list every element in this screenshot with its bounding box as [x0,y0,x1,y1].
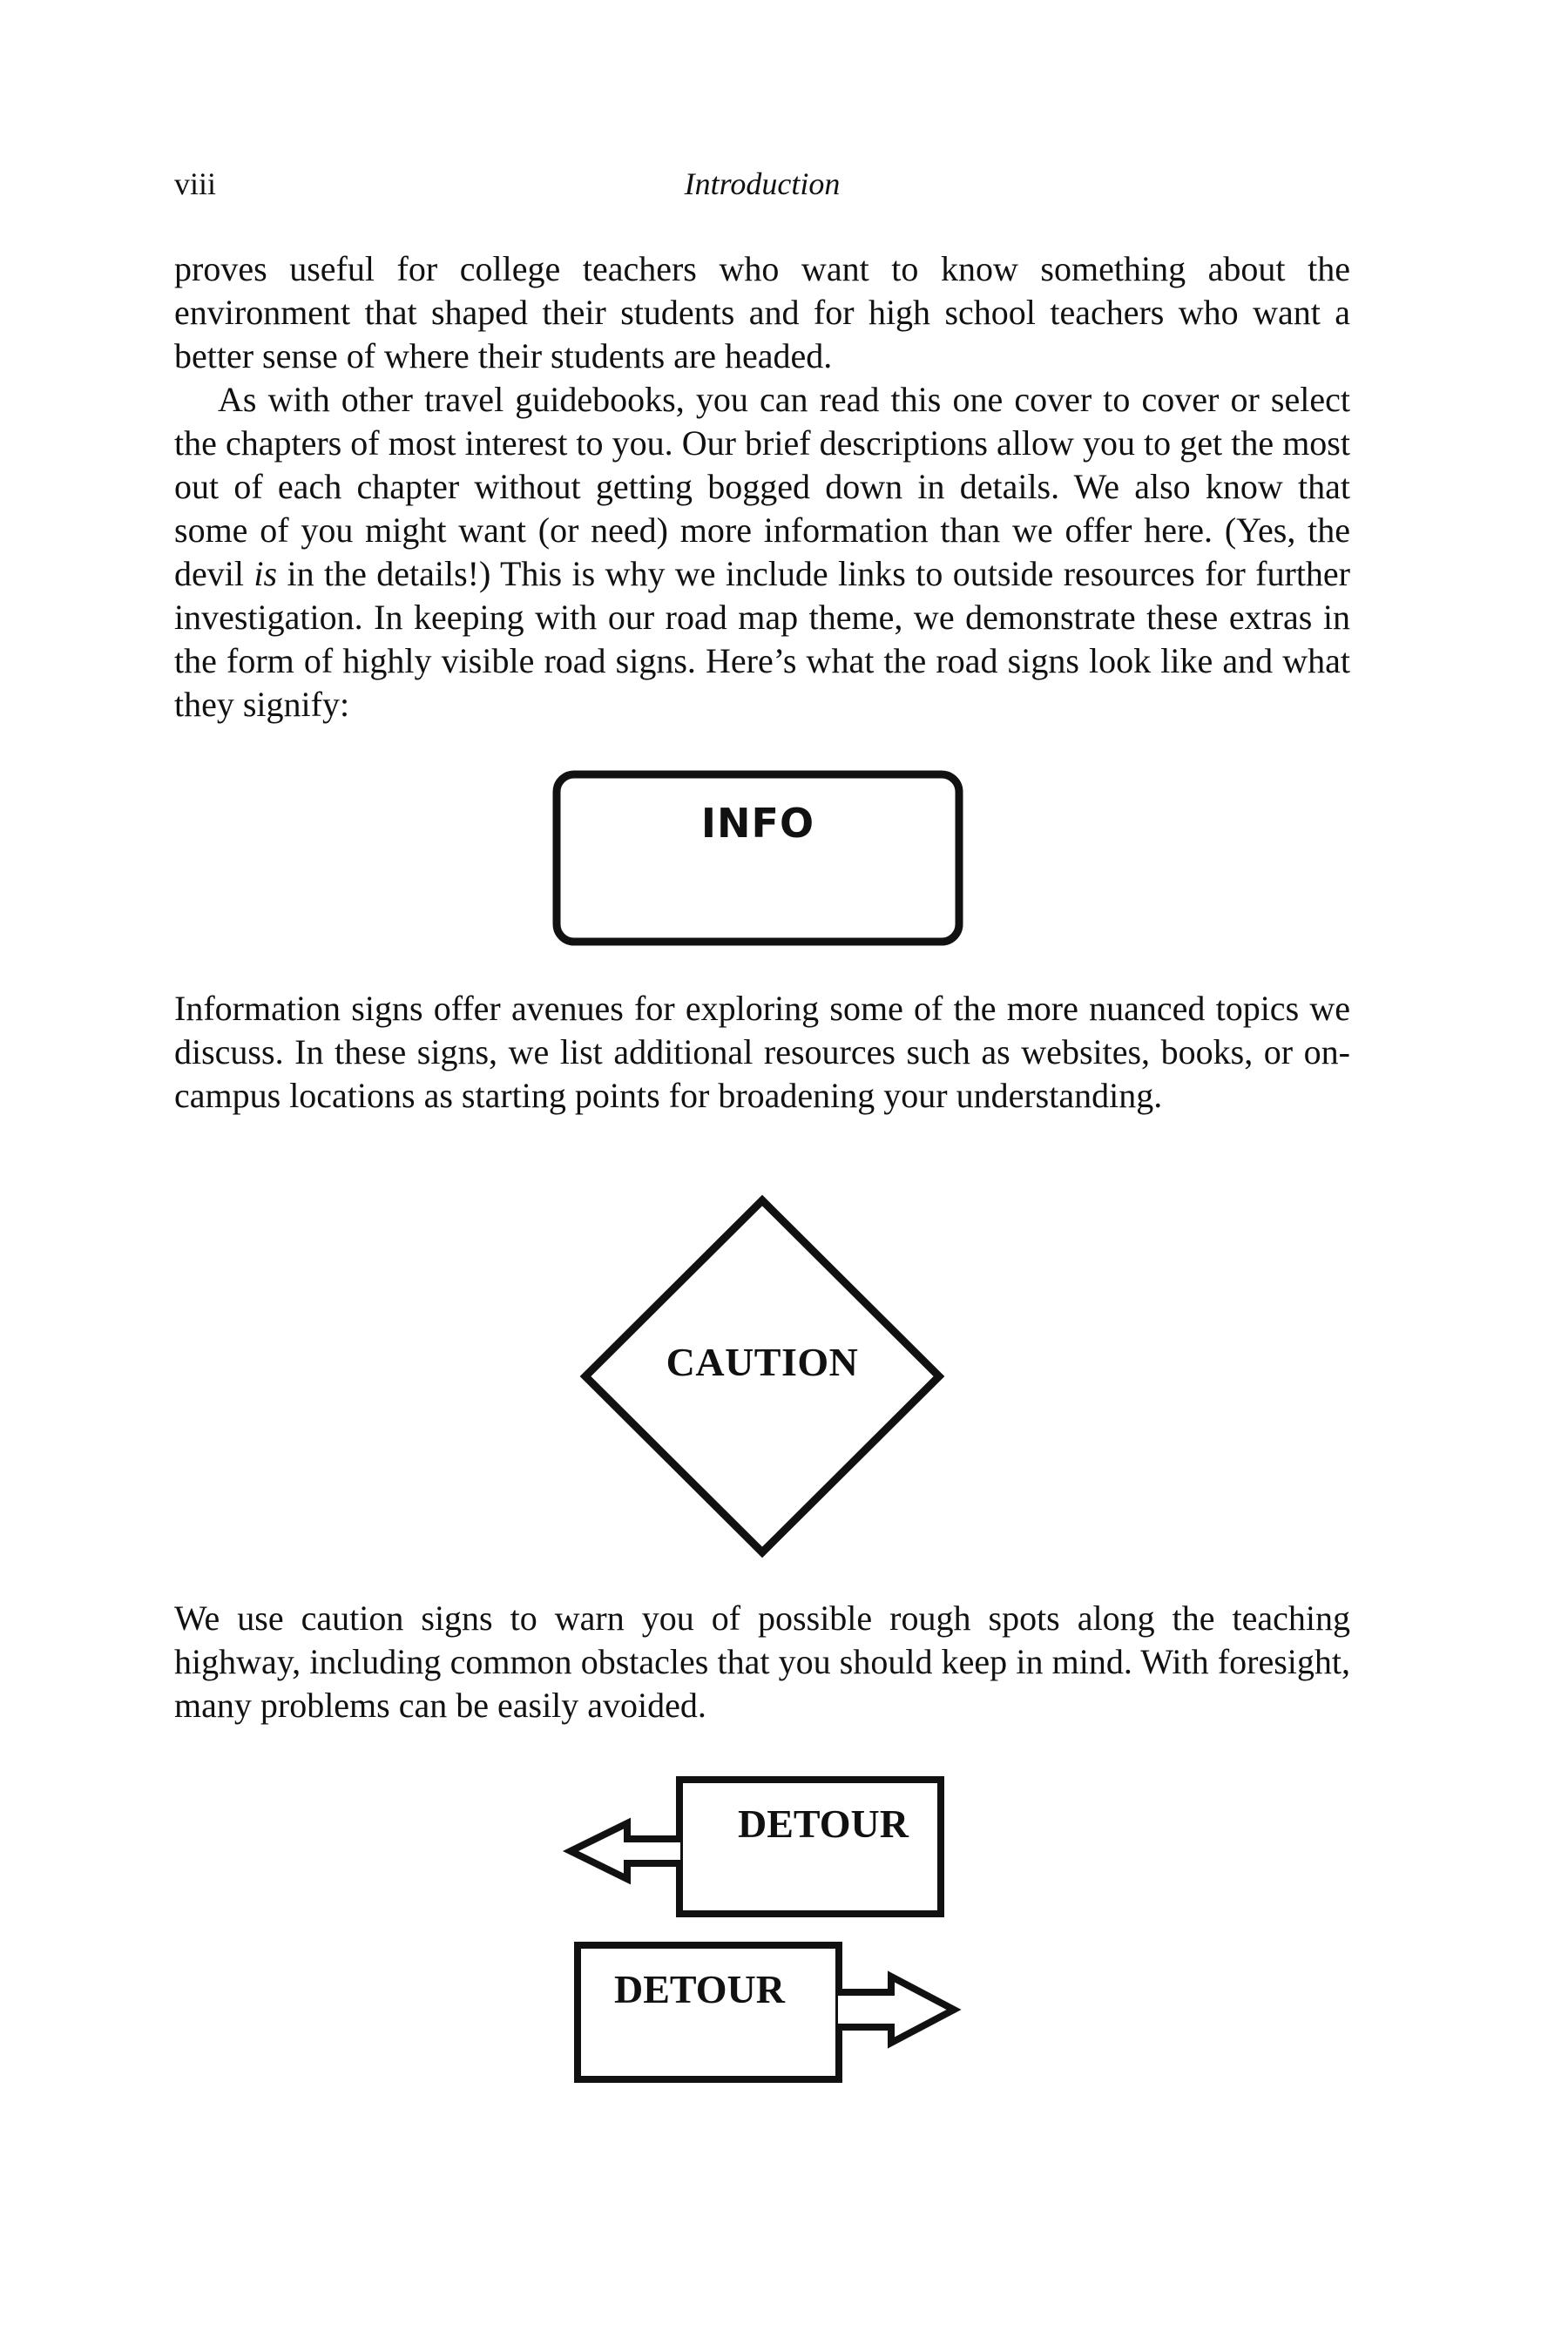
paragraph-1: proves useful for college teachers who want to know something about the environment that shaped their students and for high school teachers who want a better sense of where their students are headed. [174,249,1350,375]
detour-left-sign [562,1773,954,1925]
paragraph-2-emphasis: is [253,554,278,593]
detour-right-arrow-shape [571,1938,963,2091]
page-number: viii [174,166,217,201]
paragraph-3: Information signs offer avenues for exploring some of the more nuanced topics we discuss. In these signs, we list additional resources such as websites, books, or on-campus locations as starting points for broadening your understanding. [174,989,1350,1115]
detour-left-arrow-shape [562,1773,954,1925]
paragraph-2 [174,378,1350,727]
info-sign-label: INFO [700,800,815,847]
detour-right-sign [571,1938,963,2091]
caution-sign-label: CAUTION [666,1340,859,1384]
caution-sign [575,1193,950,1559]
info-sign [549,767,967,950]
paragraph-4: We use caution signs to warn you of possible rough spots along the teaching highway, including common obstacles that you should keep in mind. With foresight, many problems can be easily avoided. [174,1598,1350,1725]
detour-left-label: DETOUR [738,1801,909,1846]
running-head-title: Introduction [684,166,841,201]
running-head [174,166,1350,209]
info-sign-shape [549,767,967,950]
detour-right-label: DETOUR [614,1967,785,2011]
paragraph-2-text-start: As with other travel guidebooks, you can read this one cover to cover or select the chapters of most interest to you. Our brief descriptions allow you to get the most out of each chapter without getting bogged down in details. We also know that some of you might want (or need) more information than we offer here. (Yes, the devil [174,380,1350,593]
paragraph-2-text-end: in the details!) This is why we include links to outside resources for further investigation. In keeping with our road map theme, we demonstrate these extras in the form of highly visible road signs. Here’s what the road signs look like and what they signify: [174,554,1351,724]
